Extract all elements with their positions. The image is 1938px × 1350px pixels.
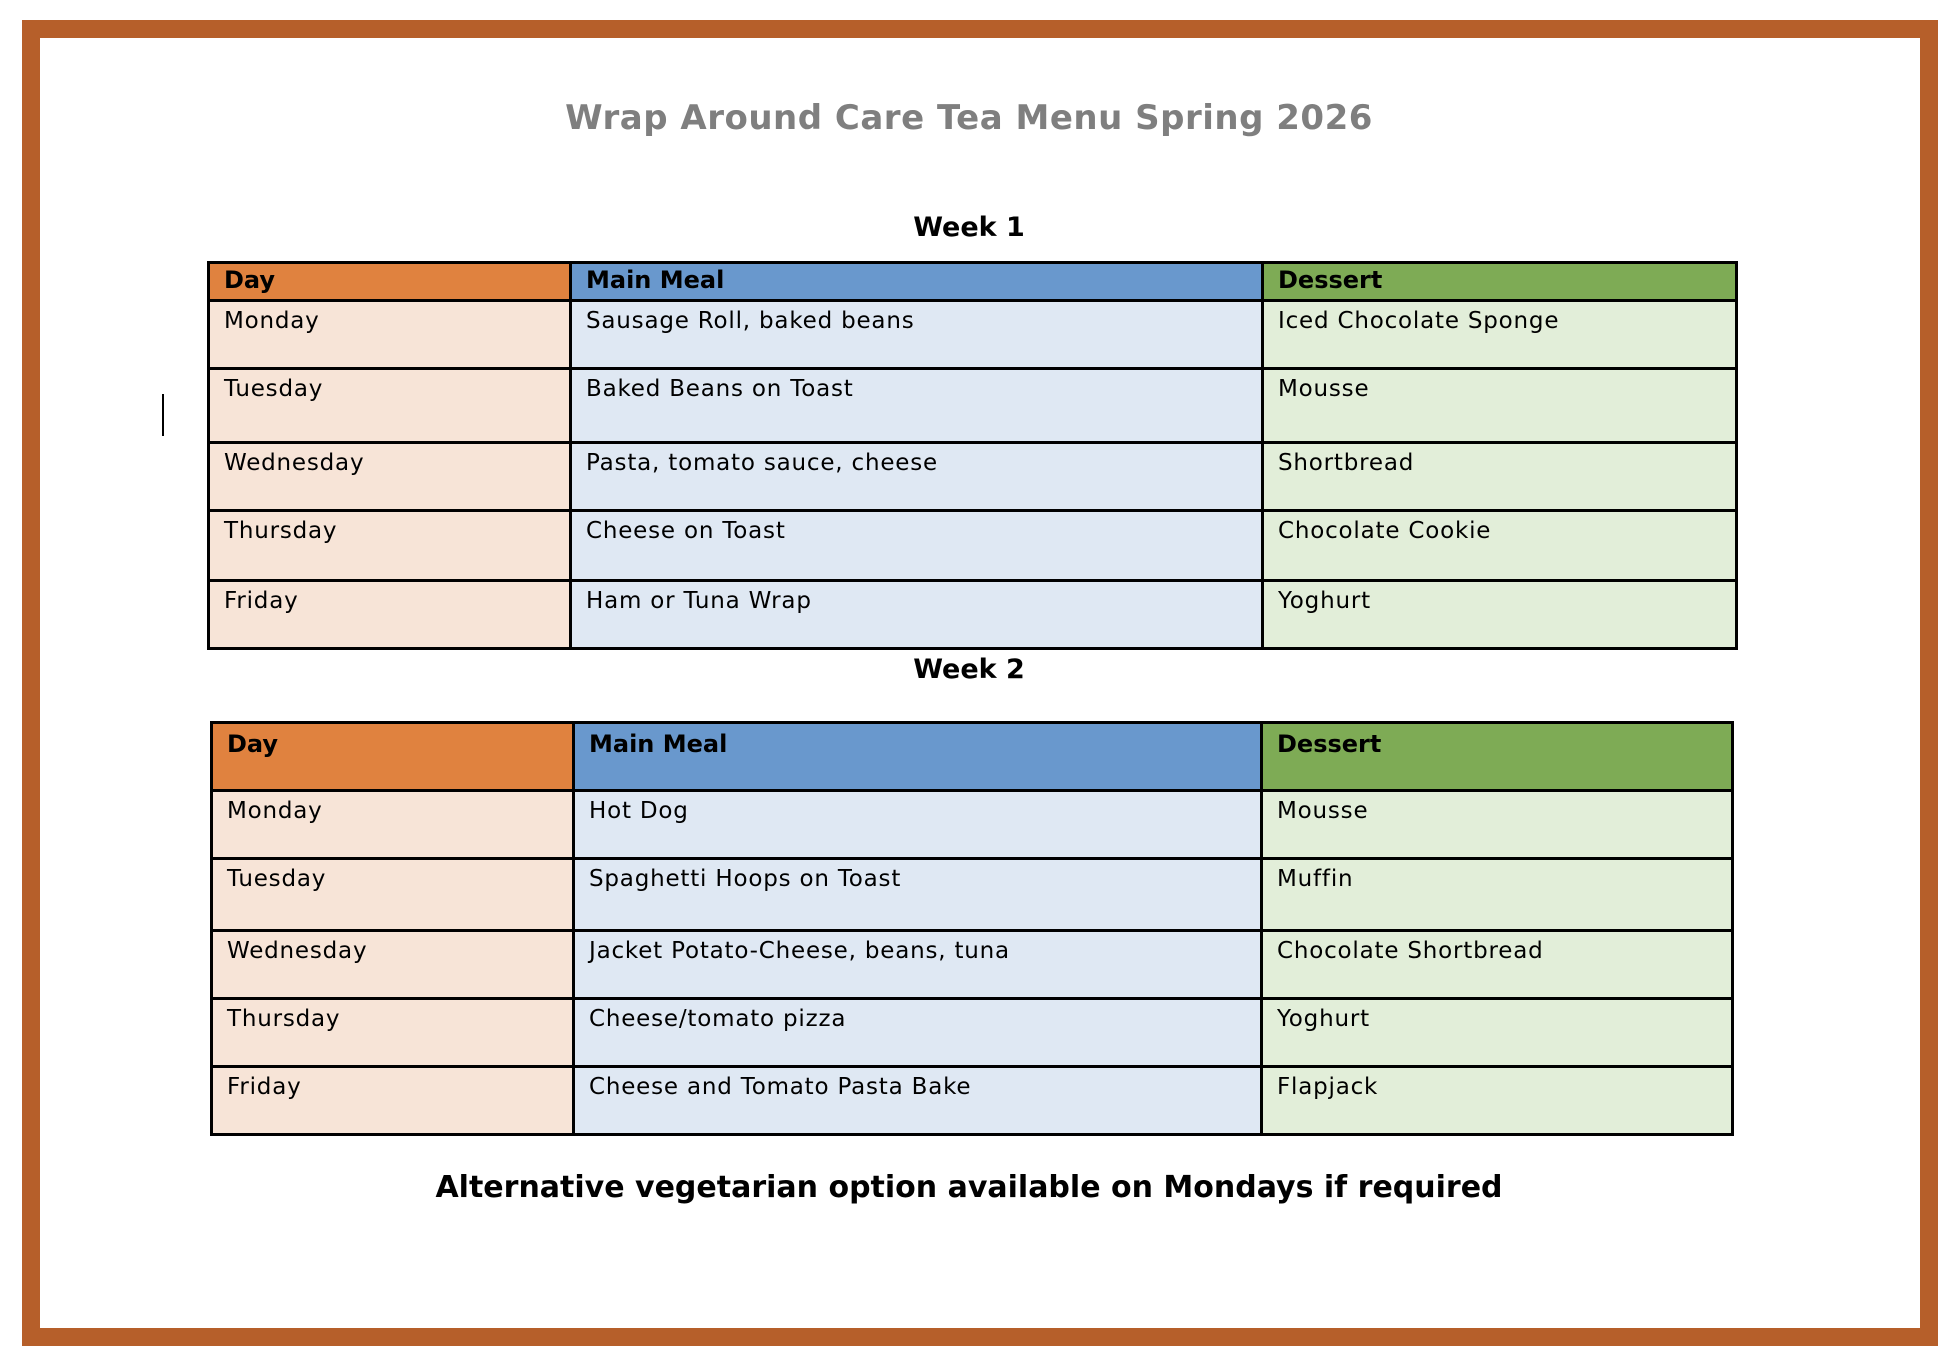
table-row <box>212 859 1733 931</box>
cell-dessert: Chocolate Shortbread <box>1262 931 1733 999</box>
table-row <box>212 999 1733 1067</box>
cell-main-meal: Jacket Potato-Cheese, beans, tuna <box>574 931 1262 999</box>
page-title: Wrap Around Care Tea Menu Spring 2026 <box>565 98 1373 138</box>
cell-day: Friday <box>209 581 571 649</box>
week-1-menu-table <box>207 261 1738 650</box>
cell-day: Thursday <box>212 999 574 1067</box>
cell-dessert: Yoghurt <box>1262 999 1733 1067</box>
cell-main-meal: Pasta, tomato sauce, cheese <box>571 443 1263 511</box>
cell-day: Wednesday <box>209 443 571 511</box>
table-header-row <box>212 723 1733 791</box>
cell-day: Monday <box>212 791 574 859</box>
cell-main-meal: Cheese/tomato pizza <box>574 999 1262 1067</box>
week-1-heading: Week 1 <box>913 212 1025 243</box>
table-header-row <box>209 263 1737 301</box>
cell-dessert: Shortbread <box>1263 443 1737 511</box>
cell-day: Friday <box>212 1067 574 1135</box>
cell-main-meal: Hot Dog <box>574 791 1262 859</box>
table-row <box>209 511 1737 581</box>
header-dessert: Dessert <box>1263 263 1737 301</box>
cell-dessert: Mousse <box>1263 369 1737 443</box>
header-main-meal: Main Meal <box>571 263 1263 301</box>
table-row <box>212 931 1733 999</box>
cell-dessert: Muffin <box>1262 859 1733 931</box>
cell-day: Tuesday <box>209 369 571 443</box>
header-day: Day <box>209 263 571 301</box>
table-row <box>212 791 1733 859</box>
table-row <box>209 581 1737 649</box>
header-dessert: Dessert <box>1262 723 1733 791</box>
header-main-meal: Main Meal <box>574 723 1262 791</box>
cell-main-meal: Sausage Roll, baked beans <box>571 301 1263 369</box>
header-day: Day <box>212 723 574 791</box>
cell-day: Thursday <box>209 511 571 581</box>
cell-main-meal: Baked Beans on Toast <box>571 369 1263 443</box>
cell-dessert: Chocolate Cookie <box>1263 511 1737 581</box>
week-2-menu-table <box>210 721 1734 1136</box>
table-row <box>209 443 1737 511</box>
cell-main-meal: Spaghetti Hoops on Toast <box>574 859 1262 931</box>
table-row <box>212 1067 1733 1135</box>
cell-day: Tuesday <box>212 859 574 931</box>
cell-main-meal: Cheese on Toast <box>571 511 1263 581</box>
table-row <box>209 301 1737 369</box>
cell-dessert: Yoghurt <box>1263 581 1737 649</box>
cell-main-meal: Cheese and Tomato Pasta Bake <box>574 1067 1262 1135</box>
vegetarian-note: Alternative vegetarian option available on Mondays if required <box>435 1170 1503 1205</box>
cell-main-meal: Ham or Tuna Wrap <box>571 581 1263 649</box>
table-row <box>209 369 1737 443</box>
cell-dessert: Flapjack <box>1262 1067 1733 1135</box>
cell-day: Monday <box>209 301 571 369</box>
cell-dessert: Iced Chocolate Sponge <box>1263 301 1737 369</box>
text-cursor <box>162 394 164 436</box>
cell-dessert: Mousse <box>1262 791 1733 859</box>
week-2-heading: Week 2 <box>913 654 1025 685</box>
cell-day: Wednesday <box>212 931 574 999</box>
